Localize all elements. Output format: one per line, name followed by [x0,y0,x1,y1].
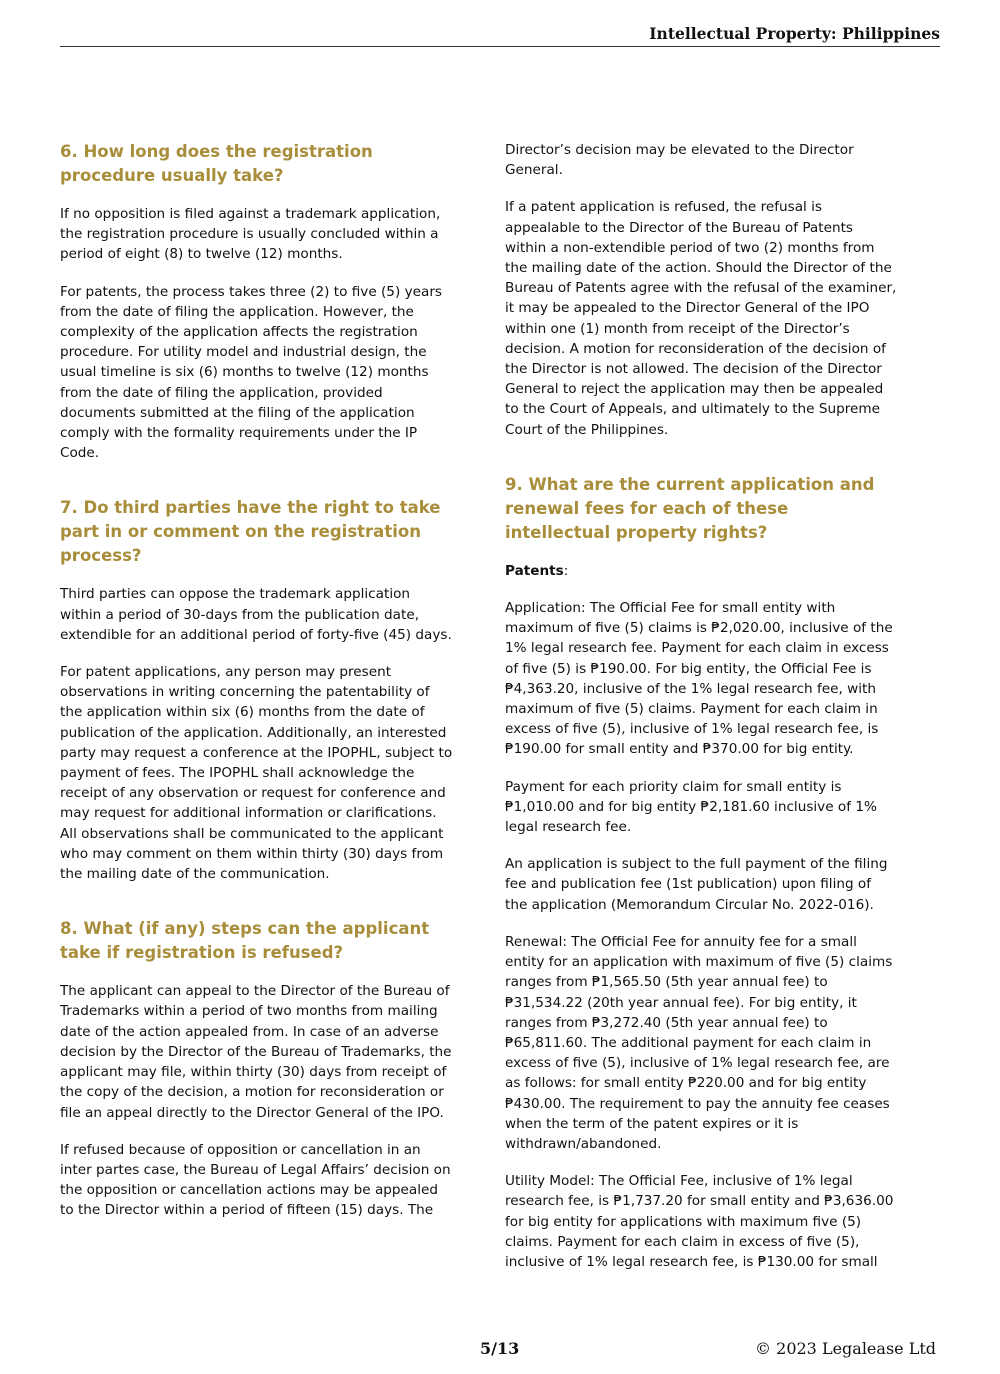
q9-paragraph-filing: An application is subject to the full payment of the filing fee and publication fee (1st publication) upon filing of the application (Memorandum Circular No. 2022-016). [505,856,888,913]
patents-label-line [505,561,897,581]
section-q9 [505,473,897,1272]
question-6-heading: 6. How long does the registration procedure usually take? [60,142,373,185]
q7-paragraph-2: For patent applications, any person may present observations in writing concerning the patentability of the application within six (6) months from the date of publication of the application. Additionally, an interested party may request a conference at the IPOPHL, subject to payment of fees. The IPOPHL shall acknowledge the receipt of any observation or request for conference and may request for additional information or clarifications. All observations shall be communicated to the applicant who may comment on them within thirty (30) days from the mailing date of the communication. [60,664,453,883]
right-column [505,140,897,1289]
q6-paragraph-1: If no opposition is filed against a trademark application, the registration procedure is usually concluded within a period of eight (8) to twelve (12) months. [60,206,441,263]
q9-paragraph-application: Application: The Official Fee for small entity with maximum of five (5) claims is ₱2,020.00, inclusive of the 1% legal research fee. Payment for each claim in excess of five (5) is ₱190.00. For big entity, the Official Fee is ₱4,363.20, inclusive of the 1% legal research fee, with maximum of five (5) claims. Payment for each claim in excess of five (5), inclusive of 1% legal research fee, is ₱190.00 for small entity and ₱370.00 for big entity. [505,600,893,758]
q6-paragraph-2: For patents, the process takes three (2) to five (5) years from the date of filing the application. However, the complexity of the application affects the registration procedure. For utility model and industrial design, the usual timeline is six (6) months to twelve (12) months from the date of filing the application, provided documents submitted at the filing of the application comply with the formality requirements under the IP Code. [60,283,442,462]
section-q8 [60,917,455,1220]
patents-label-colon: : [563,562,569,579]
q9-paragraph-renewal: Renewal: The Official Fee for annuity fee for a small entity for an application with maximum of five (5) claims ranges from ₱1,565.50 (5th year annual fee) to ₱31,534.22 (20th year annual fee). For big entity, it ranges from ₱3,272.40 (5th year annual fee) to ₱65,811.60. The additional payment for each claim in excess of five (5), inclusive of 1% legal research fee, are as follows: for small entity ₱220.00 and for big entity ₱430.00. The requirement to pay the annuity fee ceases when the term of the patent expires or it is withdrawn/abandoned. [505,933,893,1152]
page-header-title: Intellectual Property: Philippines [649,24,940,43]
copyright-notice: © 2023 Legalease Ltd [755,1339,936,1358]
section-q8-continued [505,140,897,440]
page-number: 5/13 [480,1339,520,1358]
q8-continued-paragraph-2: If a patent application is refused, the refusal is appealable to the Director of the Bureau of Patents within a non-extendible period of two (2) months from the mailing date of the action. Should the Director of the Bureau of Patents agree with the refusal of the examiner, it may be appealed to the Director General of the IPO within one (1) month from receipt of the Director’s decision. A motion for reconsideration of the decision of the Director is not allowed. The decision of the Director General to reject the application may then be appealed to the Court of Appeals, and ultimately to the Supreme Court of the Philippines. [505,199,897,438]
q9-paragraph-utility-model: Utility Model: The Official Fee, inclusive of 1% legal research fee, is ₱1,737.20 for small entity and ₱3,636.00 for big entity for applications with maximum five (5) claims. Payment for each claim in excess of five (5), inclusive of 1% legal research fee, is ₱130.00 for small [505,1173,894,1270]
left-column [60,140,455,1238]
header-divider [60,46,940,47]
question-9-heading: 9. What are the current application and renewal fees for each of these intellectual property rights? [505,474,875,542]
patents-label: Patents [505,562,564,579]
q9-paragraph-priority: Payment for each priority claim for small entity is ₱1,010.00 and for big entity ₱2,181.60 inclusive of 1% legal research fee. [505,778,877,836]
q8-paragraph-1: The applicant can appeal to the Director of the Bureau of Trademarks within a period of two months from mailing date of the action appealed from. In case of an adverse decision by the Director of the Bureau of Trademarks, the applicant may file, within thirty (30) days from receipt of the copy of the decision, a motion for reconsideration or file an appeal directly to the Director General of the IPO. [60,983,452,1121]
question-7-heading: 7. Do third parties have the right to take part in or comment on the registration process? [60,498,441,566]
section-q7 [60,496,455,884]
q8-continued-paragraph-1: Director’s decision may be elevated to the Director General. [505,142,854,179]
section-q6 [60,140,455,463]
q8-paragraph-2: If refused because of opposition or cancellation in an inter partes case, the Bureau of Legal Affairs’ decision on the opposition or cancellation actions may be appealed to the Director within a period of fifteen (15) days. The [60,1141,451,1219]
q7-paragraph-1: Third parties can oppose the trademark application within a period of 30-days from the publication date, extendible for an additional period of forty-five (45) days. [60,586,452,643]
question-8-heading: 8. What (if any) steps can the applicant take if registration is refused? [60,919,430,963]
